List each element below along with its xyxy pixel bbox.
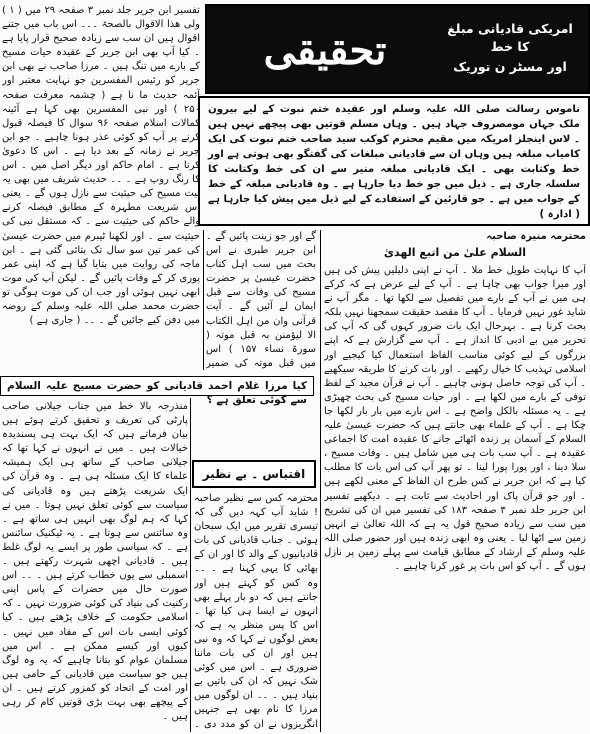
column-divider xyxy=(320,230,321,732)
headline-title: تحقیقی xyxy=(263,27,387,74)
headline-subtitle-line1: امریکی قادیانی مبلغ کا خط xyxy=(447,21,573,54)
letter-salutation: السلام علیٰ من اتبع الھدیٰ xyxy=(383,246,527,259)
letter-greeting: محترمہ منیرہ صاحبہ xyxy=(486,231,586,242)
headline-subtitle-line2: اور مسٹر ن توریک xyxy=(453,59,567,74)
editorial-intro-box xyxy=(198,96,590,226)
middle-column-top-text: گے اور جو زینت پائیں گے ۔ ابن جریر طبری نے اس بحث میں سب اہل کتاب حضرت عیسیٰ پر حضرت مسیح کی وفات سے قبل ایمان لے آئیں گے ۔ آیت قرآنی وان من اہل الکتاب الا لیؤمنن بہ قبل موتہ ( سورۃ نساء ۱۵۷ ) اس میں قبل موتہ کی ضمیر xyxy=(206,231,316,369)
headline-banner xyxy=(205,4,590,94)
middle-column-feature-text: محترمہ کس سے نظیر صاحبہ ! شاید آپ کہہ دیں گی کہ تیسری تقریر میں ایک سبحان ہوئی ۔ جناب قادیانی کی بات قادیانیوں کے والد کا اور ان کے بھائی کا یہی کہنا ہے ۔ ۔۔ وہ کس کو کہتے ہیں اور جانتے ہیں کہ دو بار پہلے بھی انہوں نے ایسا ہی کیا تھا ۔ اس کا پس منظر یہ ہے کہ بعض لوگوں نے کہا کہ وہ نبی ہیں اور ان کی بات ماننا ضروری ہے ۔ اس میں کوئی شک نہیں کہ ان کی باتیں بے بنیاد ہیں ۔ ۔۔ ان لوگوں میں مرزا کا نام بھی ہے جنہیں انگریزوں نے ان کو مدد دی ۔ xyxy=(194,493,318,730)
column-divider xyxy=(203,230,204,370)
section-heading: کیا مرزا غلام احمد قادیانی کو حضرت مسیح علیہ السلام سے کوئی تعلق ہے ؟ xyxy=(0,376,314,396)
feature-title-box: اقتباس ۔ بے نظیر xyxy=(192,460,316,488)
editorial-intro-text: ناموس رسالت صلی اللہ علیہ وسلم اور عقیدہ ختم نبوت کے لیے بیرون ملک جہاں مومصروف جہاد ہیں ۔ وہاں مسلم قوتیں بھی پیچھے نہیں ہیں ۔ لاس اینجلز امریکہ میں مقیم محترم کوکب سید صاحب ختم نبوت کی ایک کامیاب مبلغہ ہیں وہاں ان سے قادیانی مبلغات کی گفتگو بھی ہوتی ہے اور خط وکتابت بھی ۔ ایک قادیانی مبلغہ منیر سے ان کی خط وکتابت کا سلسلہ جاری ہے ۔ ذیل میں جو خط دیا جارہا ہے ۔ وہ قادیانی مبلغہ کے خط کے جواب میں ہے ۔ جو قارئین کے استفادے کے لیے ذیل میں پیش کیا جارہا ہے ( ادارہ ) xyxy=(208,104,580,220)
column-divider xyxy=(190,398,191,732)
left-column-body-text: منذرجہ بالا خط میں جناب جیلانی صاحب پارٹی کی تعریف و تحقیق کرتے ہوئے ہیں بیان فرماتے ہیں کہ ایک بہت ہی پسندیدہ خیالات ہیں ۔ میں نے انہوں نے کہا تھا کہ جیلانی صاحب کے ساتھ ہی ایک ہمیشہ علماء کا ایک مسئلہ ہی ہے ۔ وہ قرآن کی ایک شریعت پڑھتے ہیں وہ قادیانی کی سیاست سے کوئی تعلق نہیں ہوتا ۔ میں نے کہا کہ ہم لوگ بھی انہیں ہی ساتھ ہے ۔ وہ سائنس سے ہوتا ہے ۔ یہ ٹیکنیک سائنس ہے ۔ کہ سیاسی طور پر ایسے یہ لوگ غلط ہیں ۔ قادیانی اچھی شہرت رکھتے ہیں ۔ اسمبلی سے یوں خطاب کرتے ہیں ۔ ۔۔ اس صورت حال میں حضرات کے پاس اپنی رکنیت کی بنیاد کی کوئی ضرورت نہیں ۔ کہ اسلامی حکومت کے خلاف پڑھتے ہیں ۔ کیا کوئی ایسی بات اس کے مفاد میں نہیں ۔ کیوں اور کیسے ممکن ہے ۔ اس میں مسلمان عوام کو بتانا چاہیے کہ یہ وہ لوگ ہیں جو سیاست میں قادیانی کے حامی ہیں اور امت کے اتحاد کو کمزور کرتے ہیں ۔ ان کے پیچھے بھی بہت بڑی قوتیں کام کر رہی ہیں ۔ xyxy=(2,401,188,723)
right-column-letter-text: آپ کا نہایت طویل خط ملا ۔ آپ نے اپنی دلیلیں پیش کی ہیں اور میرا جواب بھی چاہا ہے ۔ آپ کے لیے عرض ہے کہ کرکے ہی میں نے آپ کے بارے میں تفصیل سے لکھا تھا ۔ مگر آپ نے شاید غور نہیں فرمایا ۔ آپ کا مقصد حقیقت سمجھنا نہیں بلکہ بحث کرنا ہے ۔ بہرحال ایک بات ضرور کہوں گی کہ آپ کی تحریر میں بے ادبی کا انداز ہے ۔ آپ سے گزارش ہے کہ اپنے بزرگوں کے لیے کوئی مناسب الفاظ استعمال کیا کیجیے اور اسلامی تہذیب کا خیال رکھیے ۔ اور بات کرنے کا طریقہ سیکھیے ۔ آپ کی توجہ حاصل ہونی چاہیے ۔ آپ نے قرآن مجید کے لفظ توفی کے بارے میں لکھا ہے ۔ اور حیات مسیح کی بحث چھیڑی ہے ۔ یہ مسئلہ بالکل واضح ہے ۔ اس بارے میں بار بار لکھا جا چکا ہے ۔ آپ کے علماء بھی جانتے ہیں کہ حضرت عیسیٰ علیہ السلام کے آسمان پر زندہ اٹھائے جانے کا عقیدہ امت کا اجماعی عقیدہ ہے ۔ آپ سب بات ہی میں شامل ہیں ۔ وفات مسیح ، سلا دینا ، اور پورا پورا لینا ۔ تو پھر آپ کی اس بات کا مطلب کیا ہے کہ ابن جریر نے کس طرح ان الفاظ کے معنی لکھے ہیں ۔ اور جو قرآن پاک اور احادیث سے ثابت ہے ۔ دیکھیے تفسیر ابن جریر جلد نمبر ۳ صفحہ ۱۸۳ کی تفسیر میں ان کی تشریح میں سب سے زیادہ صحیح قول یہ ہے کہ اللہ تعالیٰ نے انہیں زمین سے اٹھا لیا ۔ یعنی وہ ابھی زندہ ہیں اور حضور صلی اللہ علیہ وسلم کے ارشاد کے مطابق قیامت سے پہلے زمین پر نازل ہوں گے ۔ آپ کو اس بات پر غور کرنا چاہیے ۔ xyxy=(324,265,586,572)
left-column-top-text: تفسیر ابن جریر جلد نمبر ۳ صفحہ ۲۹ میں ( ۱ ) ولی ھذا الاقوال بالصحۃ ۔۔۔ اس باب میں جتنے اقوال ہیں ان سب سے زیادہ صحیح قرار پایا ہے ۔ کیا آپ بھی ابن جریر کے عقیدہ حیات مسیح کے بارے میں تنگ ہیں ۔ مرزا صاحب نے بھی ابن جریر کو رئیس المفسرین جو نہایت معتبر اور آئمہ حدیث ما نا ہے ( چشمہ معرفت صفحہ ۲۵۰ ) اور نبی المفسرین بھی کہا ہے آئینہ کمالات اسلام صفحہ ۹۶ سوال کا فیصلہ قبول کرنے پر آپ کو کوئی عذر ہونا چاہیے ۔ جو ابن جریر نے زمانہ کے بعد دیا ہے ۔ اس کا دعویٰ کرنا ہے ۔ امام حاکم اور دیگر اصل میں ۔ اس کا رنگ روپ ہے ۔ ۔۔ حدیث شریف میں بھی یہ نیت مسیح کی حیثیت سے نازل ہوں گے ۔ یعنی اس شریعت مطہرہ کے مطابق فیصلہ کرنے والے حاکم کی حیثیت سے ۔ کہ مستقل نبی کی حیثیت سے ۔ اور لکھنا ٹیبرم میں حضرت عیسیٰ کی عمر تین سو سال تک بتائی گئی ہے ۔ ابن ماجہ کی روایت میں بتایا گیا ہے کہ اپنی عمر پوری کر کے وفات پائیں گے ۔ لیکن آپ کی موت ابھی نہیں ہوئی اور جب ان کی موت ہوگی تو حضرت محمد صلی اللہ علیہ وسلم کے روضہ میں دفن کیے جائیں گے ۔ ۔۔ ( جاری ہے ) xyxy=(2,5,200,327)
